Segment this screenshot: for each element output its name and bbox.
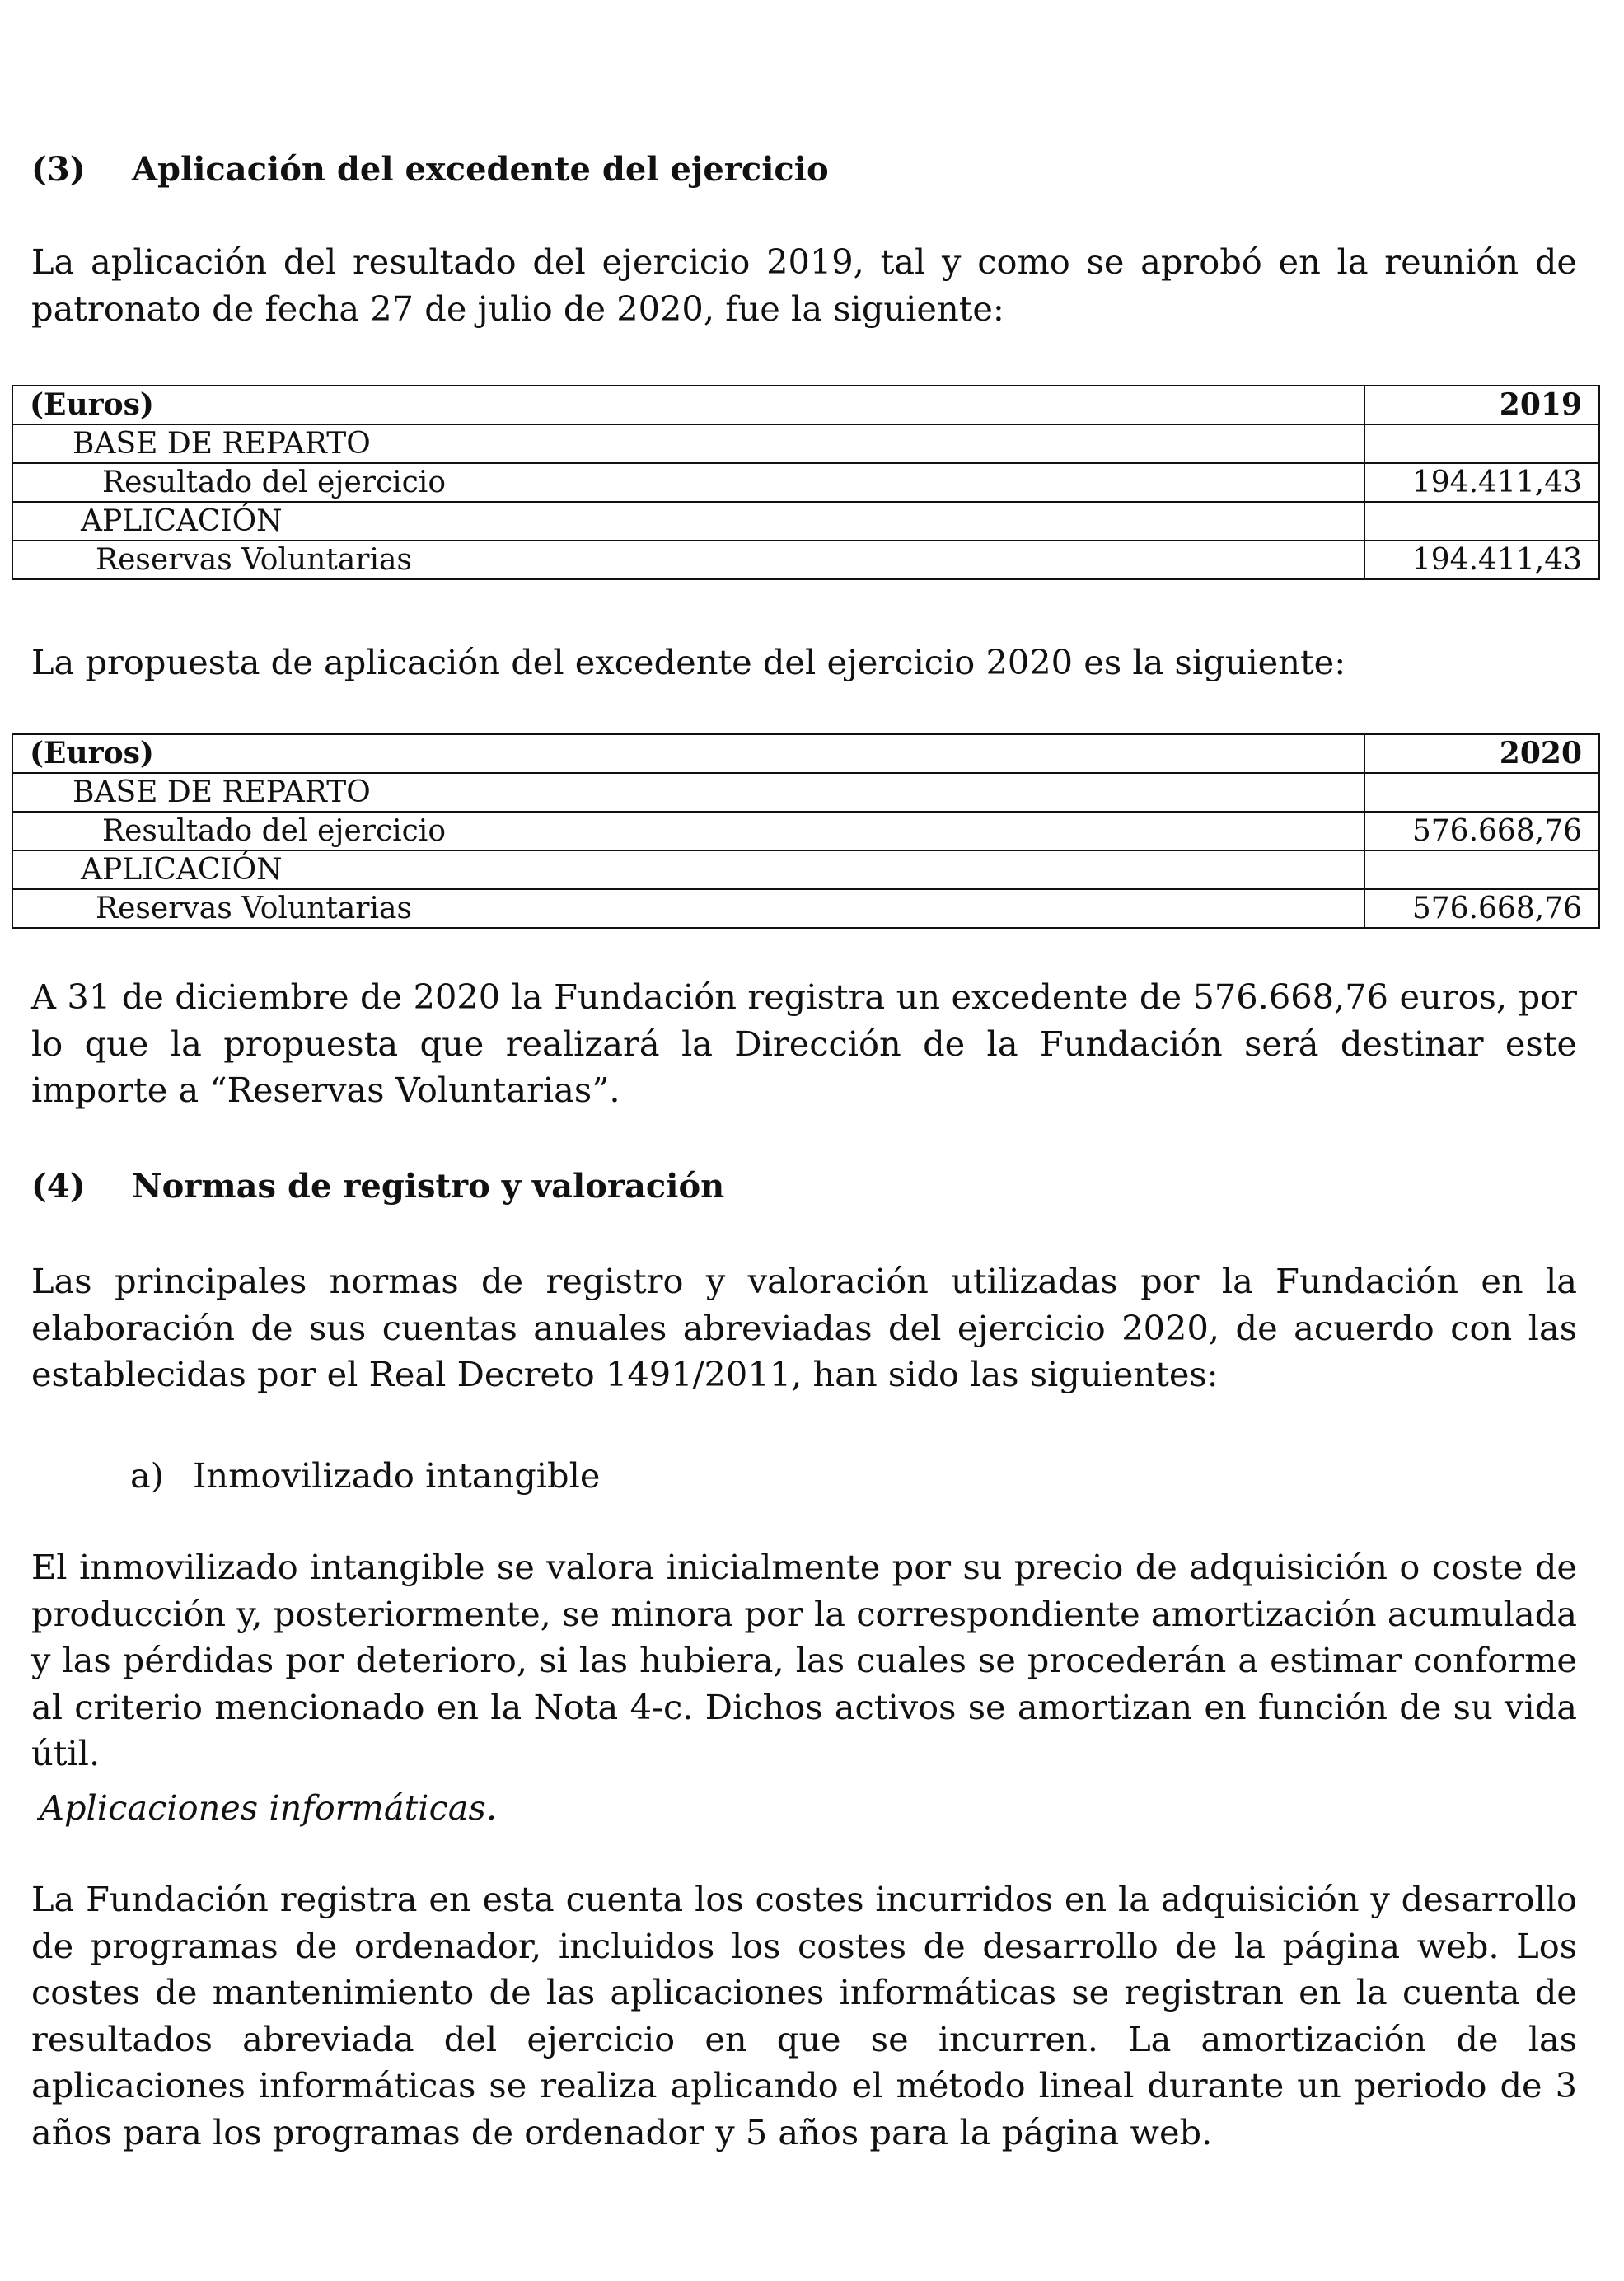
row-value: 576.668,76 xyxy=(1364,889,1599,928)
section-4-intro: Las principales normas de registro y valoración utilizadas por la Fundación en la elaboración de sus cuentas anuales abreviadas del ejercicio 2020, de acuerdo con las establecidas por el Real Decreto 1491/2011, han sido las siguientes: xyxy=(31,1261,1577,1394)
row-label: Reservas Voluntarias xyxy=(12,889,1364,928)
row-value: 194.411,43 xyxy=(1364,463,1599,502)
table-row xyxy=(12,463,1599,502)
section-3-intro: La aplicación del resultado del ejercicio 2019, tal y como se aprobó en la reunión de patronato de fecha 27 de julio de 2020, fue la siguiente: xyxy=(31,241,1577,329)
row-label: APLICACIÓN xyxy=(12,850,1364,889)
section-3-heading xyxy=(31,150,829,190)
table-header-label: (Euros) xyxy=(12,734,1364,773)
table-row xyxy=(12,502,1599,541)
item-a-title: Inmovilizado intangible xyxy=(193,1455,601,1496)
table-row xyxy=(12,812,1599,850)
section-3-closing: A 31 de diciembre de 2020 la Fundación registra un excedente de 576.668,76 euros, por lo que la propuesta que realizará la Dirección de la Fundación será destinar este importe a “Reservas Voluntarias”. xyxy=(31,977,1577,1110)
table-row xyxy=(12,850,1599,889)
proposal-intro: La propuesta de aplicación del excedente del ejercicio 2020 es la siguiente: xyxy=(31,642,1346,682)
table-header-row xyxy=(12,734,1599,773)
row-label: APLICACIÓN xyxy=(12,502,1364,541)
row-label: BASE DE REPARTO xyxy=(12,773,1364,812)
row-label: Resultado del ejercicio xyxy=(12,812,1364,850)
row-label: BASE DE REPARTO xyxy=(12,424,1364,463)
table-row xyxy=(12,889,1599,928)
section-3-number: (3) xyxy=(31,150,86,189)
section-4-number: (4) xyxy=(31,1167,86,1206)
software-title: Aplicaciones informáticas. xyxy=(40,1787,498,1828)
table-2019 xyxy=(12,385,1600,580)
item-a-text: El inmovilizado intangible se valora inicialmente por su precio de adquisición o coste de producción y, posteriormente, se minora por la correspondiente amortización acumulada y las pérdidas por deterioro, si las hubiera, las cuales se procederán a estimar conforme al criterio mencionado en la Nota 4-c. Dichos activos se amortizan en función de su vida útil. xyxy=(31,1547,1577,1773)
table-2020 xyxy=(12,733,1600,929)
item-a-heading xyxy=(130,1453,600,1499)
section-4-heading xyxy=(31,1167,724,1206)
table-row xyxy=(12,541,1599,579)
row-label: Reservas Voluntarias xyxy=(12,541,1364,579)
section-3-title: Aplicación del excedente del ejercicio xyxy=(132,150,829,189)
row-value xyxy=(1364,424,1599,463)
row-label: Resultado del ejercicio xyxy=(12,463,1364,502)
software-text: La Fundación registra en esta cuenta los costes incurridos en la adquisición y desarrollo de programas de ordenador, incluidos los costes de desarrollo de la página web. Los costes de mantenimiento de las aplicaciones informáticas se registran en la cuenta de resultados abreviada del ejercicio en que se incurren. La amortización de las aplicaciones informáticas se realiza aplicando el método lineal durante un periodo de 3 años para los programas de ordenador y 5 años para la página web. xyxy=(31,1879,1577,2152)
table-header-label: (Euros) xyxy=(12,386,1364,424)
table-header-row xyxy=(12,386,1599,424)
row-value: 194.411,43 xyxy=(1364,541,1599,579)
table-row xyxy=(12,773,1599,812)
row-value xyxy=(1364,773,1599,812)
table-header-year: 2019 xyxy=(1364,386,1599,424)
item-a-letter: a) xyxy=(130,1455,164,1496)
table-header-year: 2020 xyxy=(1364,734,1599,773)
row-value xyxy=(1364,850,1599,889)
row-value: 576.668,76 xyxy=(1364,812,1599,850)
table-row xyxy=(12,424,1599,463)
row-value xyxy=(1364,502,1599,541)
section-4-title: Normas de registro y valoración xyxy=(132,1167,725,1206)
